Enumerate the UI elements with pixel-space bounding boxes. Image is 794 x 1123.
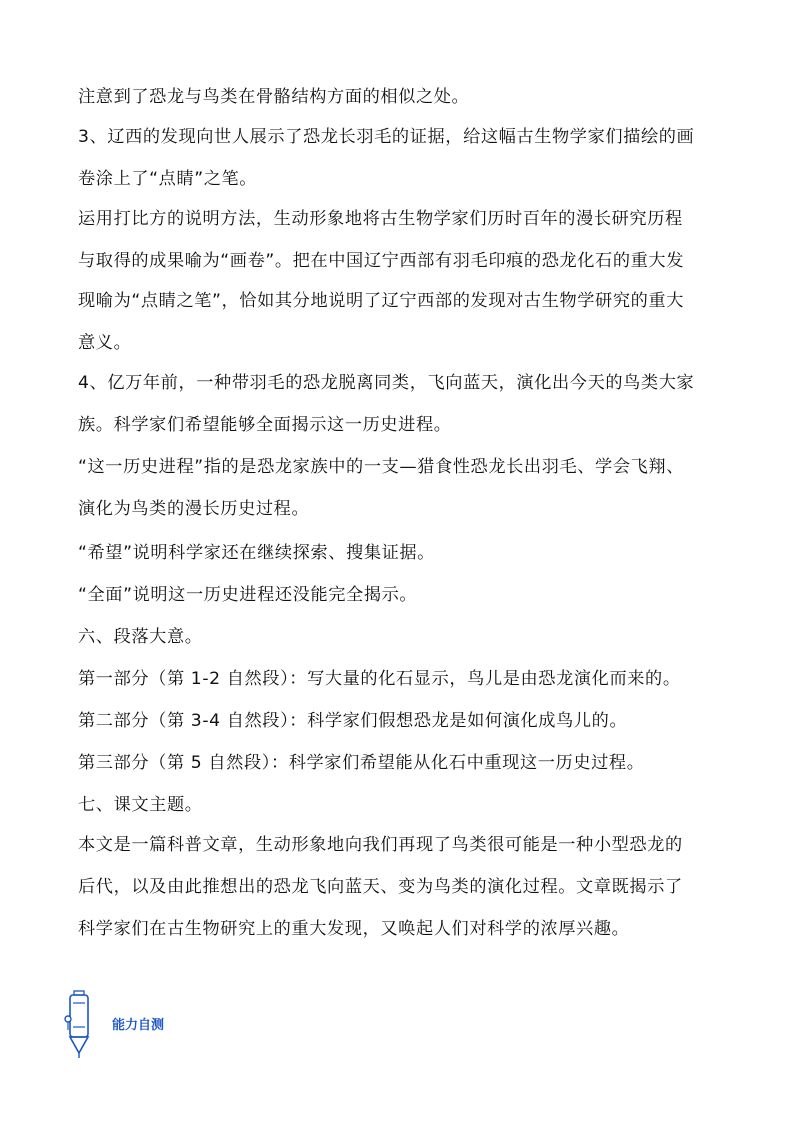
section-badge [62,990,182,1060]
section-heading: 六、段落大意。 [78,627,203,647]
text-line: “这一历史进程”指的是恐龙家族中的一支—猎食性恐龙长出羽毛、学会飞翔、 [78,457,684,477]
text-line: 4、亿万年前，一种带羽毛的恐龙脱离同类，飞向蓝天，演化出今天的鸟类大家 [78,373,695,393]
text-line: “全面”说明这一历史进程还没能完全揭示。 [78,585,418,605]
text-line: 运用打比方的说明方法，生动形象地将古生物学家们历时百年的漫长研究历程 [78,209,683,229]
text-line: 意义。 [78,333,132,353]
text-line: “希望”说明科学家还在继续探索、搜集证据。 [78,543,435,563]
text-line: 后代，以及由此推想出的恐龙飞向蓝天、变为鸟类的演化过程。文章既揭示了 [78,877,683,897]
text-line: 现喻为“点睛之笔”，恰如其分地说明了辽宁西部的发现对古生物学研究的重大 [78,291,684,311]
text-line: 卷涂上了“点睛”之笔。 [78,169,258,189]
section-heading: 七、课文主题。 [78,795,203,815]
text-line: 注意到了恐龙与鸟类在骨骼结构方面的相似之处。 [78,87,470,107]
section-badge-label: 能力自测 [112,1018,165,1033]
text-line: 演化为鸟类的漫长历史过程。 [78,499,310,519]
text-line: 族。科学家们希望能够全面揭示这一历史进程。 [78,415,452,435]
text-line: 第三部分（第 5 自然段）：科学家们希望能从化石中重现这一历史过程。 [78,753,645,773]
text-line: 本文是一篇科普文章，生动形象地向我们再现了鸟类很可能是一种小型恐龙的 [78,835,683,855]
text-line: 第一部分（第 1-2 自然段）：写大量的化石显示，鸟儿是由恐龙演化而来的。 [78,669,681,689]
text-line: 与取得的成果喻为“画卷”。把在中国辽宁西部有羽毛印痕的恐龙化石的重大发 [78,251,684,271]
pen-icon [62,990,96,1060]
text-line: 科学家们在古生物研究上的重大发现，又唤起人们对科学的浓厚兴趣。 [78,919,630,939]
text-line: 第二部分（第 3-4 自然段）：科学家们假想恐龙是如何演化成鸟儿的。 [78,711,628,731]
text-line: 3、辽西的发现向世人展示了恐龙长羽毛的证据，给这幅古生物学家们描绘的画 [78,127,695,147]
